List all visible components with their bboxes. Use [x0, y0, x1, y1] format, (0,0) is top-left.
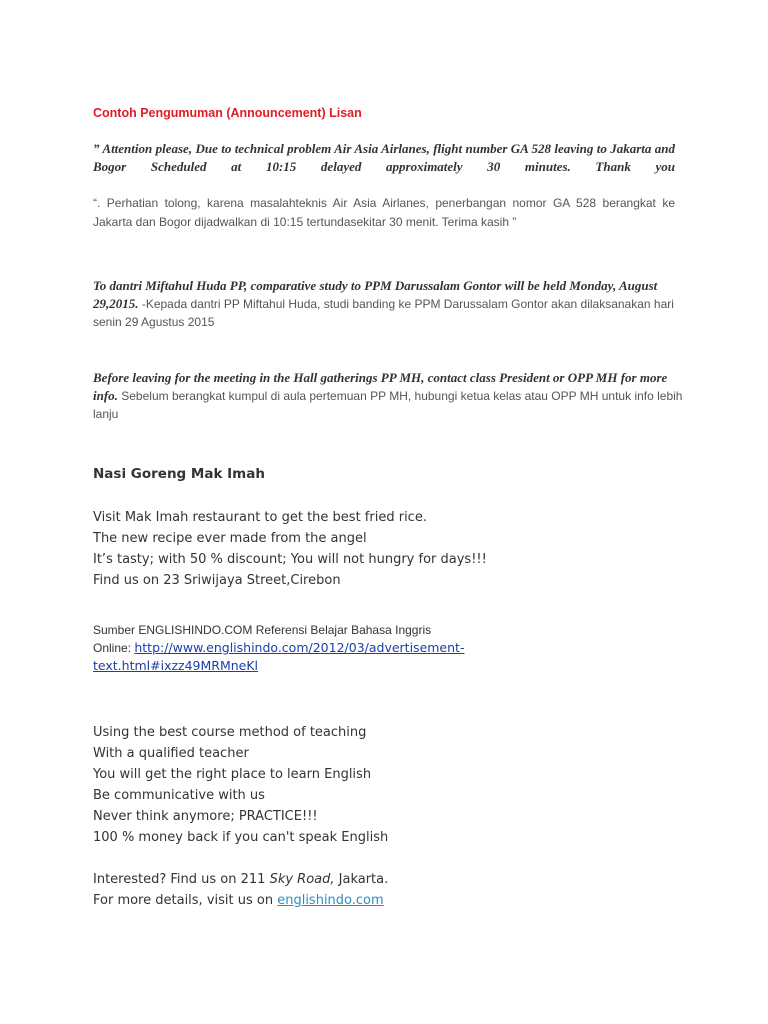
details-link[interactable]: englishindo.com — [277, 893, 384, 908]
ad-2-line: Using the best course method of teaching — [93, 725, 367, 740]
document-title: Contoh Pengumuman (Announcement) Lisan — [93, 106, 362, 120]
announcement-2 — [93, 277, 683, 331]
announcement-2-english: To dantri Miftahul Huda PP, comparative study to PPM Darussalam Gontor will be held Monday, August 29,2015. — [93, 278, 658, 311]
ad-2-line: Never think anymore; PRACTICE!!! — [93, 809, 318, 824]
source-link-part1: http://www.englishindo.com/2012/03/advertisement- — [134, 640, 465, 655]
contact-city: Jakarta. — [334, 872, 389, 887]
announcement-3-english: Before leaving for the meeting in the Hall gatherings PP MH, contact class President or OPP MH for more info. — [93, 370, 668, 403]
ad-2-line: You will get the right place to learn English — [93, 767, 372, 782]
announcement-3 — [93, 369, 683, 423]
announcement-3-indonesian: Sebelum berangkat kumpul di aula pertemuan PP MH, hubungi ketua kelas atau OPP MH untuk info lebih lanju — [93, 389, 683, 421]
ad-2-line: With a qualified teacher — [93, 746, 249, 761]
ad-1-line: Visit Mak Imah restaurant to get the best fried rice. — [93, 510, 427, 525]
announcement-1-english: ” Attention please, Due to technical problem Air Asia Airlanes, flight number GA 528 leaving to Jakarta and Bogor Scheduled at 10:15 delayed approximately 30 minutes. Thank you — [93, 141, 675, 174]
ad-2-contact — [93, 869, 388, 911]
ad-2-line: 100 % money back if you can't speak English — [93, 830, 389, 845]
contact-prefix: Interested? Find us on 211 — [93, 872, 270, 887]
ad-1-line: It’s tasty; with 50 % discount; You will not hungry for days!!! — [93, 552, 487, 567]
ad-2-line: Be communicative with us — [93, 788, 265, 803]
announcement-2-indonesian: -Kepada dantri PP Miftahul Huda, studi banding ke PPM Darussalam Gontor akan dilaksanakan hari senin 29 Agustus 2015 — [93, 297, 674, 329]
ad-1-body — [93, 507, 487, 591]
details-prefix: For more details, visit us on — [93, 893, 278, 908]
ad-1-line: Find us on 23 Sriwijaya Street,Cirebon — [93, 573, 341, 588]
contact-street: Sky Road, — [269, 872, 335, 887]
source-link-part2: text.html#ixzz49MRMneKl — [93, 658, 259, 673]
ad-1-line: The new recipe ever made from the angel — [93, 531, 367, 546]
source-citation — [93, 622, 464, 675]
announcement-1-indonesian: “. Perhatian tolong, karena masalahteknis Air Asia Airlanes, penerbangan nomor GA 528 berangkat ke Jakarta dan Bogor dijadwalkan di 10:15 tertundasekitar 30 menit. Terima kasih ” — [93, 196, 675, 229]
ad-1-title: Nasi Goreng Mak Imah — [93, 466, 265, 482]
source-label: Online: — [93, 641, 135, 655]
source-line: Sumber ENGLISHINDO.COM Referensi Belajar Bahasa Inggris — [93, 623, 432, 637]
ad-2-body — [93, 722, 388, 848]
source-link[interactable] — [93, 640, 464, 673]
